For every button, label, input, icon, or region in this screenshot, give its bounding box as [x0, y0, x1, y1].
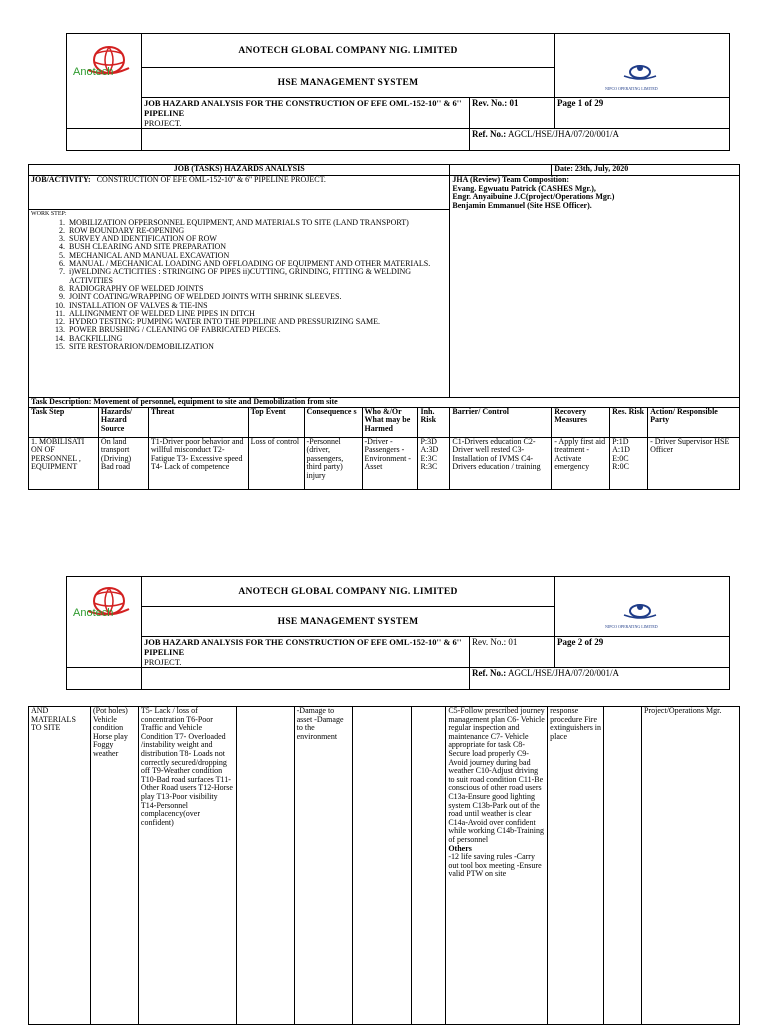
table-row: 1. MOBILISATI ON OF PERSONNEL , EQUIPMENT On land transport (Driving) Bad road T1-Driver poor behavior and willful misconduct T2-Fatigue T3- Excessive speed T4- Lack of competence Loss of control -Personnel (driver, passengers, third party) injury -Driver -Passengers - Environment -Asset P:3D A:3D E:3C R:3C C1-Drivers education C2-Driver well rested C3-Installation of IVMS C4-Drivers education / training - Apply first aid treatment - Activate emergency P:1D A:1D E:0C R:0C - Driver Supervisor HSE Officer: [29, 437, 740, 489]
jha-table: [28, 164, 740, 490]
client-logo: [555, 577, 730, 637]
page-number: Page 2 of 29: [555, 637, 730, 668]
team-composition: JHA (Review) Team Composition: Evang. Egwuatu Patrick (CASHES Mgr.), Engr. Anyaibuine J.C(project/Operations Mgr.) Benjamin Emmanuel (Site HSE Officer).: [450, 176, 740, 398]
client-emblem-icon: [610, 62, 670, 84]
work-step: 5. MECHANICAL AND MANUAL EXCAVATION: [67, 252, 447, 260]
work-step: 13. POWER BRUSHING / CLEANING OF FABRICATED PIECES.: [67, 326, 447, 334]
work-step: 11. ALLINGNMENT OF WELDED LINE PIPES IN DITCH: [67, 310, 447, 318]
work-step: 1. MOBILIZATION OFPERSONNEL EQUIPMENT, AND MATERIALS TO SITE (LAND TRANSPORT): [67, 219, 447, 227]
work-step: 3. SURVEY AND IDENTIFICATION OF ROW: [67, 235, 447, 243]
work-step: 7. i)WELDING ACTICITIES : STRINGING OF PIPES ii)CUTTING, GRINDING, FITTING & WELDING ACTIVITIES: [67, 268, 447, 285]
work-step: 9. JOINT COATING/WRAPPING OF WELDED JOINTS WITH SHRINK SLEEVES.: [67, 293, 447, 301]
management-system: HSE MANAGEMENT SYSTEM: [142, 607, 555, 637]
work-step: 8. RADIOGRAPHY OF WELDED JOINTS: [67, 285, 447, 293]
company-logo: [67, 34, 142, 129]
work-step: 2. ROW BOUNDARY RE-OPENING: [67, 227, 447, 235]
ref-no: Ref. No.: AGCL/HSE/JHA/07/20/001/A: [470, 668, 730, 690]
page2-header: [66, 576, 730, 690]
logo-text: Anotech: [73, 66, 114, 78]
work-step-list: [31, 219, 447, 352]
work-step: 12. HYDRO TESTING: PUMPING WATER INTO THE PIPELINE AND PRESSURIZING SAME.: [67, 318, 447, 326]
management-system: HSE MANAGEMENT SYSTEM: [142, 68, 555, 98]
col-threat: Threat: [148, 407, 248, 437]
ref-no: Ref. No.: AGCL/HSE/JHA/07/20/001/A: [470, 129, 730, 151]
page-number: Page 1 of 29: [555, 98, 730, 129]
task-description: Task Description: Movement of personnel, equipment to site and Demobilization from site: [29, 398, 740, 408]
jha-date: Date: 23th, July, 2020: [552, 165, 740, 176]
company-name: ANOTECH GLOBAL COMPANY NIG. LIMITED: [142, 34, 555, 68]
work-step: 10. INSTALLATION OF VALVES & TIE-INS: [67, 302, 447, 310]
job-activity: JOB/ACTIVITY: CONSTRUCTION OF EFE OML-152-10'' & 6'' PIPELINE PROJECT.: [29, 176, 450, 210]
col-inh-risk: Inh. Risk: [418, 407, 450, 437]
rev-no: Rev. No.: 01: [470, 637, 555, 668]
col-recovery: Recovery Measures: [552, 407, 610, 437]
work-steps: WORK STEP: 1. MOBILIZATION OFPERSONNEL EQUIPMENT, AND MATERIALS TO SITE (LAND TRANSPORT) 2. ROW BOUNDARY RE-OPENING 3. SURVEY AND IDENTIFICATION OF ROW 4. BUSH CLEARING AND SITE PREPARATION 5. MECHANICAL AND MANUAL EXCAVATION 6. MANUAL / MECHANICAL LOADING AND OFFLOADING OF EQUIPMENT AND OTHER MATERIALS. 7. i)WELDING ACTICITIES : STRINGING OF PIPES ii)CUTTING, GRINDING, FITTING & WELDING ACTIVITIES 8. RADIOGRAPHY OF WELDED JOINTS 9. JOINT COATING/WRAPPING OF WELDED JOINTS WITH SHRINK SLEEVES. 10. INSTALLATION OF VALVES & TIE-INS 11. ALLINGNMENT OF WELDED LINE PIPES IN DITCH 12. HYDRO TESTING: PUMPING WATER INTO THE PIPELINE AND PRESSURIZING SAME. 13. POWER BRUSHING / CLEANING OF FABRICATED PIECES. 14. BACKFILLING 15. SITE RESTORARION/DEMOBILIZATION: [29, 210, 450, 398]
work-step: 15. SITE RESTORARION/DEMOBILIZATION: [67, 343, 447, 351]
client-logo-text: NIPCO OPERATING LIMITED: [605, 624, 658, 629]
col-hazards: Hazards/ Hazard Source: [98, 407, 148, 437]
col-task-step: Task Step: [29, 407, 99, 437]
col-barrier: Barrier/ Control: [450, 407, 552, 437]
company-name: ANOTECH GLOBAL COMPANY NIG. LIMITED: [142, 577, 555, 607]
table-row: AND MATERIALS TO SITE (Pot holes) Vehicle condition Horse play Foggy weather T5- Lack / loss of concentration T6-Poor Traffic and Vehicle Condition T7- Overloaded /instability weight and distribution T8- Loads not correctly secured/dropping off T9-Weather condition T10-Bad road surfaces T11-Other Road users T12-Horse play T13-Poor visibility T14-Personnel complacency(over confident) -Damage to asset -Damage to the environment C5-Follow prescribed journey management plan C6- Vehicle regular inspection and maintenance C7- Vehicle appropriate for task C8-Secure load properly C9-Avoid journey during bad weather C10-Adjust driving to suit road condition C11-Be conscious of other road users C13a-Ensure good lighting system C13b-Park out of the road until weather is clear C14a-Avoid over confident while working C14b-Training of personnel Others -12 life saving rules -Carry out tool box meeting -Ensure valid PTW on site response procedure Fire extinguishers in place Project/Operations Mgr.: [29, 707, 740, 1025]
client-logo: [555, 34, 730, 98]
rev-no: Rev. No.: 01: [470, 98, 555, 129]
col-consequences: Consequence s: [304, 407, 362, 437]
col-res-risk: Res. Risk: [610, 407, 648, 437]
jha-title: JOB HAZARD ANALYSIS FOR THE CONSTRUCTION OF EFE OML-152-10'' & 6'' PIPELINE PROJECT.: [142, 98, 470, 129]
col-top-event: Top Event: [248, 407, 304, 437]
client-logo-text: NIPCO OPERATING LIMITED: [605, 86, 658, 91]
col-action: Action/ Responsible Party: [648, 407, 740, 437]
work-step: 6. MANUAL / MECHANICAL LOADING AND OFFLOADING OF EQUIPMENT AND OTHER MATERIALS.: [67, 260, 447, 268]
work-step: 4. BUSH CLEARING AND SITE PREPARATION: [67, 243, 447, 251]
work-step: 14. BACKFILLING: [67, 335, 447, 343]
col-who-harmed: Who &/Or What may be Harmed: [362, 407, 418, 437]
logo-text: Anotech: [73, 607, 114, 619]
jha-title: JOB HAZARD ANALYSIS FOR THE CONSTRUCTION OF EFE OML-152-10'' & 6'' PIPELINE PROJECT.: [142, 637, 470, 668]
jha-title-heading: JOB (TASKS) HAZARDS ANALYSIS: [29, 165, 450, 176]
company-logo: [67, 577, 142, 668]
jha-table-continued: [28, 706, 740, 1025]
client-emblem-icon: [610, 601, 670, 623]
page1-header: [66, 33, 730, 151]
